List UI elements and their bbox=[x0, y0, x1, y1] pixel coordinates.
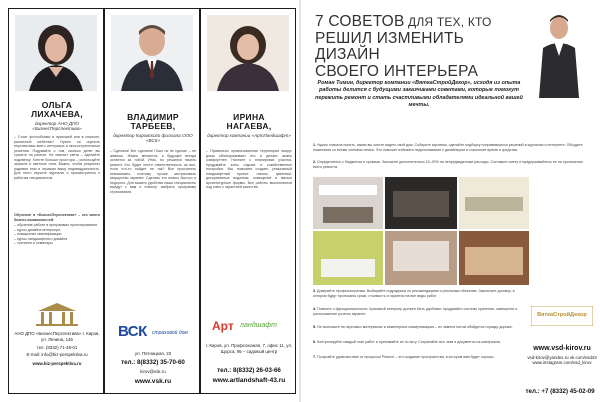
portrait-photo bbox=[111, 15, 193, 91]
expert-column-likhacheva bbox=[8, 8, 104, 394]
phone: тел.: +7 (8332) 45-02-09 bbox=[525, 388, 595, 395]
contacts-social: vsd-kirov@yandex.ru vk.com/vsd43 www.instagram.com/vsd_kirov bbox=[527, 355, 597, 366]
tip-number: 1. bbox=[313, 143, 316, 147]
vsk-logo bbox=[110, 321, 196, 345]
article-headline bbox=[315, 14, 511, 80]
tip-3 bbox=[313, 289, 523, 298]
tip-7 bbox=[313, 355, 523, 360]
address: АНО ДПО «БизнесПерспектива» г. Киров, ул. Ленина, 145 bbox=[14, 331, 100, 342]
expert-role: директор Кировского филиала ООО «ВСК» bbox=[113, 133, 193, 144]
tip-number: 2. bbox=[313, 160, 316, 164]
tip-2 bbox=[313, 160, 589, 169]
tip-text: Получайте удовольствие от процесса! Ремонт – это создание пространства, в котором вам будет хорошо. bbox=[317, 355, 495, 359]
list-title: Обучение в «БизнесПерспективе» – это много бизнес-возможностей: bbox=[14, 213, 100, 222]
vsk-logo-subtitle: страховой дом bbox=[152, 330, 188, 336]
address: г. Киров, ул. Профсоюзная, 7, офис 11, ул. Щорса, 95 – садовый центр bbox=[205, 343, 293, 354]
website[interactable]: www.vsd-kirov.ru bbox=[533, 345, 591, 352]
director-photo bbox=[519, 8, 597, 98]
expert-column-nagaeva bbox=[200, 8, 296, 394]
phone: тел. (8332) 71-48-01 bbox=[36, 345, 78, 350]
email: E-mail: info@biz-perspektiva.ru bbox=[26, 352, 88, 357]
right-page bbox=[301, 0, 600, 402]
tip-4 bbox=[313, 307, 523, 316]
expert-name-first: ИРИНА bbox=[233, 112, 265, 122]
article-intro: Роман Тимин, директор компании «ВяткаСтройДекор», исходя из опыта работы делится с будущими заказчиками советами, которые помогут пережить ремонт и стать счастливыми обладателями идеальной вашей мечты. bbox=[315, 80, 523, 109]
phone: тел.: 8(8332) 35-70-60 bbox=[121, 359, 185, 366]
tip-1 bbox=[313, 143, 589, 152]
artlandshaft-logo bbox=[206, 317, 292, 341]
website[interactable]: www.biz-perspektiva.ru bbox=[32, 361, 82, 366]
tip-5 bbox=[313, 325, 523, 330]
tip-6 bbox=[313, 340, 523, 345]
list-item: – обучение работе в программах проектирования bbox=[14, 223, 98, 227]
website[interactable]: www.vsk.ru bbox=[134, 378, 172, 385]
phone: тел.: 8(8332) 26-03-66 bbox=[217, 367, 281, 374]
tip-text: Доверяйте профессионалам. Выбирайте подрядчика по рекомендациям и реальным объектам. Заключите договор, в котором будут прописаны сроки, стоимость и гарантии на все виды работ. bbox=[313, 289, 515, 298]
headline-line3: СВОЕГО ИНТЕРЬЕРА bbox=[315, 62, 479, 80]
art-logo-subtitle: ландшафт bbox=[240, 322, 277, 329]
expert-name-first: ВЛАДИМИР bbox=[127, 112, 179, 122]
tip-text: Помните о функциональности. Красивый интерьер должен быть удобным: продумайте систему хранения, освещение и расположение розеток заранее. bbox=[313, 307, 518, 316]
expert-column-tarbeev bbox=[104, 8, 200, 394]
vsk-logo-text: ВСК bbox=[118, 323, 147, 340]
portrait-photo bbox=[15, 15, 97, 91]
tip-text: Нужно сначала понять, каким вы хотите видеть свой дом. Соберите картинки, сделайте подборку понравившихся решений в журналах и интернете. Обсудите пожелания со всеми членами семьи. Это поможет избежать недопонимания с дизайнером и сэкономит время и средства. bbox=[313, 143, 583, 152]
headline-number: 7 СОВЕТОВ bbox=[315, 13, 405, 30]
list-item: – курсы ландшафтного дизайна bbox=[14, 236, 68, 241]
tip-text: Определитесь с бюджетом и сроками. Заложите дополнительно 15–20% на непредвиденные расходы. Составьте смету и придерживайтесь ее на протяжении всего ремонта. bbox=[313, 160, 583, 169]
expert-name-first: ОЛЬГА bbox=[41, 100, 73, 110]
tip-number: 5. bbox=[313, 325, 316, 329]
expert-name-last: НАГАЕВА, bbox=[226, 121, 272, 131]
portrait-photo bbox=[207, 15, 289, 91]
tip-number: 6. bbox=[313, 340, 316, 344]
expert-name-last: ТАРБЕЕВ, bbox=[130, 121, 176, 131]
service-list bbox=[14, 223, 100, 246]
art-logo-text: Арт bbox=[212, 319, 234, 333]
list-item: – курсы дизайна интерьера bbox=[14, 227, 60, 232]
tip-text: Контролируйте каждый этап работ и принимайте их по акту. Сохраняйте все чеки и документы на материалы. bbox=[317, 340, 502, 344]
headline-line2: РЕШИЛ ИЗМЕНИТЬ ДИЗАЙН bbox=[315, 29, 465, 63]
tip-number: 4. bbox=[313, 307, 316, 311]
expert-quote: – Стоит фотообоями в прихожей или в спальне, различной мебелью? Нужно ли оценить перспективы всего интерьера и многоступенчатые решения. Подумайте о том, сколько денег вы тратите на ремонт. Не хватает света – сделайте подсветку. Хотите больше простора – используйте зеркала и светлые тона. Важно, чтобы результат радовал глаз и отражал вашу индивидуальность. Для этого изучите журналы и присмотритесь к работам специалистов. bbox=[14, 135, 100, 180]
tip-text: Не экономьте на черновых материалах и инженерных коммуникациях – их замена потом обойдется гораздо дороже. bbox=[317, 325, 513, 329]
address: ул. Пятницкая, 23 bbox=[134, 351, 172, 356]
interior-photos bbox=[313, 177, 529, 285]
list-item: – повышение квалификации bbox=[14, 232, 62, 236]
expert-role: директор АНО ДПО «БизнесПерспектива» bbox=[32, 121, 82, 132]
building-logo bbox=[14, 301, 100, 325]
expert-quote: – Правильно организованная территория вокруг дома облагораживает его и делает жизнь комфортнее. Начните с планировки участка, продумайте зоны отдыха и хозяйственные постройки. Мы поможем создать уникальный ландшафтный проект: газоны, цветники, декоративные водоемы, освещение и малые архитектурные формы. Все работы выполняются под ключ с гарантией качества. bbox=[206, 149, 292, 189]
expert-name-last: ЛИХАЧЕВА, bbox=[31, 109, 83, 119]
tip-number: 3. bbox=[313, 289, 316, 293]
headline-suffix: ДЛЯ ТЕХ, КТО bbox=[404, 15, 492, 29]
vsd-logo-text: ВяткаСтройДекор bbox=[537, 312, 587, 318]
expert-role: директор компании «АртЛандшафт» bbox=[207, 133, 291, 138]
expert-quote: – Сделали! Вот сделали! Пока ты не сделал – не живешь. Жизнь меняется, и будущее всегда остается за тобой. Итак, ты решился начать ремонт. Кто будет нести ответственность за все, если что-то пойдет не так? Все просчитать невозможно, поэтому лучше застраховать имущество заранее. Сделать это можно быстро и недорого. Для вашего удобства наши специалисты выедут к вам и помогут выбрать программу страхования. bbox=[110, 149, 196, 194]
list-item: – тренинги и семинары bbox=[14, 241, 53, 245]
website[interactable]: www.artlandshaft-43.ru bbox=[212, 377, 286, 384]
tip-number: 7. bbox=[313, 355, 316, 359]
vsd-logo bbox=[531, 306, 593, 326]
email: kirov@vsk.ru bbox=[140, 369, 166, 374]
